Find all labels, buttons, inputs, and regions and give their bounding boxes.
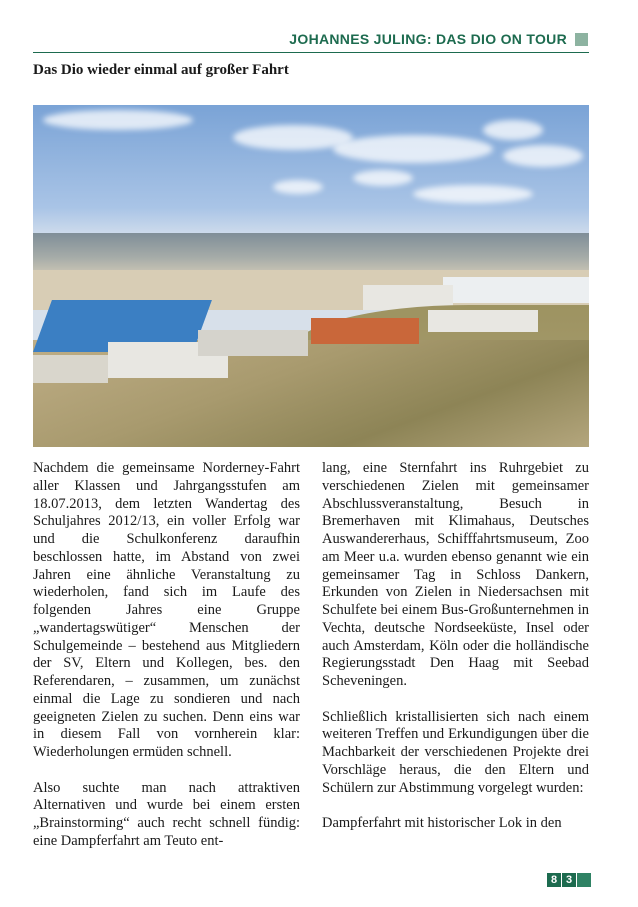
- page-number-digit: 3: [562, 873, 576, 887]
- page-number-decoration: [577, 873, 591, 887]
- beach-photo: [33, 105, 589, 447]
- paragraph: lang, eine Sternfahrt ins Ruhrgebiet zu verschiedenen Zielen mit gemeinsamer Abschlussveranstaltung, Besuch in Bremerhaven mit Klimahaus, Deutsches Auswandererhaus, Schifffahrtsmuseum, Zoo am Meer u.a. wurden ebenso genannt wie ein gemeinsamer Tag in Schloss Dankern, Erkunden von Zielen in Niedersachsen mit Schulfete bei einem Bus-Großunternehmen in Vechta, deutsche Nordseeküste, Insel oder auch Amsterdam, Köln oder die holländische Regierungsstadt Den Haag mit Seebad Scheveningen.: [322, 460, 589, 689]
- page-number-digit: 8: [547, 873, 561, 887]
- running-header: [33, 30, 589, 53]
- paragraph: Nachdem die gemeinsame Norderney-Fahrt aller Klassen und Jahrgangsstufen am 18.07.2013, dem letzten Wandertag des Schuljahres 2012/13, ein voller Erfolg war und die Schulkonferenz daraufhin beschlossen hatte, im Abstand von zwei Jahren eine ähnliche Veranstaltung zu wiederholen, fand sich im Laufe des folgenden Jahres eine Gruppe „wandertagswütiger“ Menschen der Schulgemeinde – bestehend aus Mitgliedern der SV, Eltern und Kollegen, bes. den Referendaren, – zusammen, um zunächst einmal die Lage zu sondieren und nach geeigneten Zielen zu suchen. Denn eins war in diesem Fall von vornherein klar: Wiederholungen ermüden schnell.: [33, 460, 300, 760]
- article-title: Das Dio wieder einmal auf großer Fahrt: [33, 62, 289, 78]
- paragraph: Also suchte man nach attraktiven Alternativen und wurde bei einem ersten „Brainstorming“ auch recht schnell fündig: eine Dampferfahrt am Teuto ent-: [33, 779, 300, 849]
- paragraph: Schließlich kristallisierten sich nach einem weiteren Treffen und Erkundigungen über die Machbarkeit der verschiedenen Projekte drei Vorschläge heraus, die den Eltern und Schülern zur Abstimmung vorgelegt wurden:: [322, 708, 589, 796]
- header-square-decoration: [575, 33, 588, 46]
- text-column-right: [322, 460, 589, 851]
- text-column-left: [33, 460, 300, 868]
- header-title: JOHANNES JULING: DAS DIO ON TOUR: [289, 31, 567, 47]
- paragraph: Dampferfahrt mit historischer Lok in den: [322, 815, 562, 831]
